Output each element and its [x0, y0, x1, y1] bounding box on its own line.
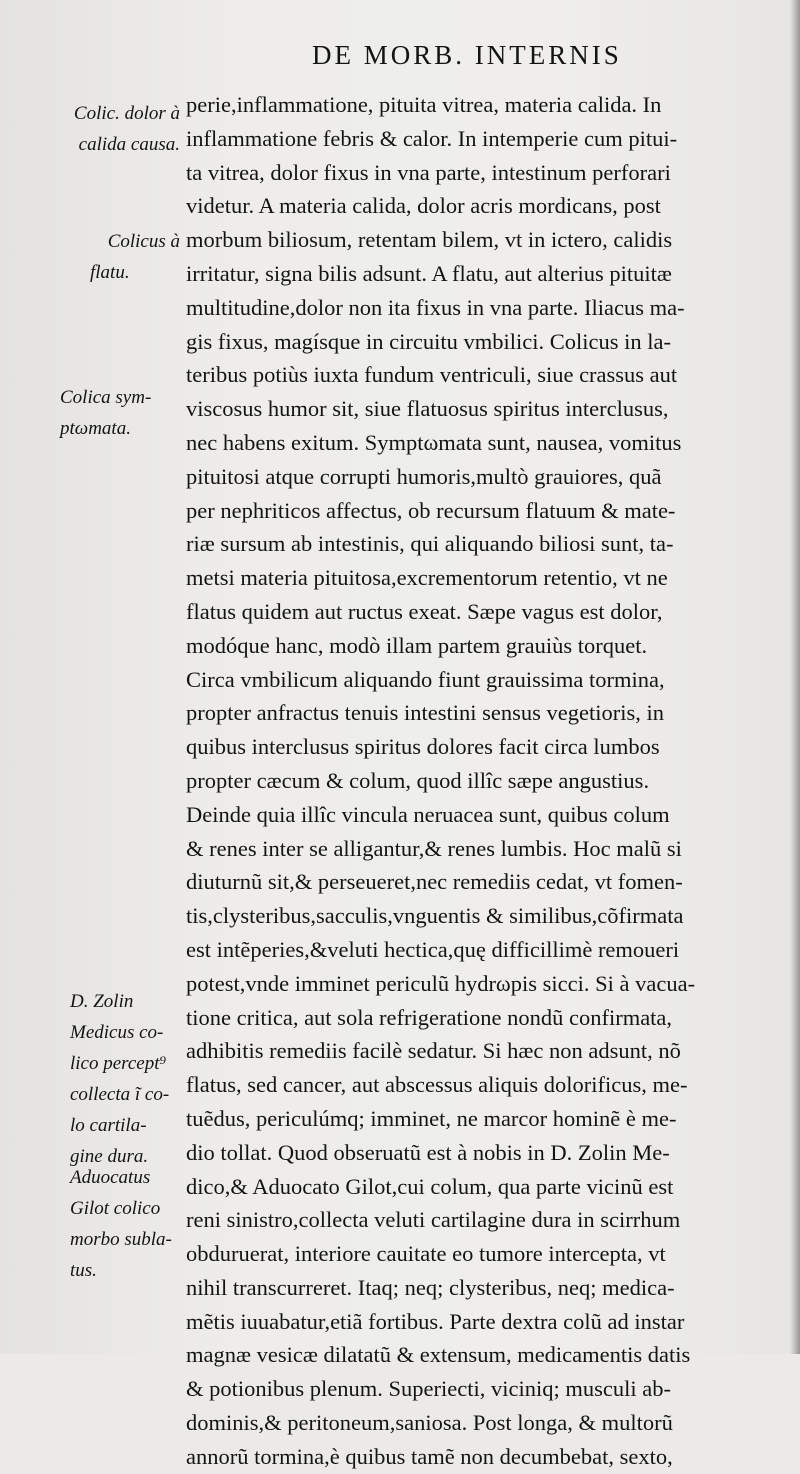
margin-note-line: gine dura.: [70, 1146, 149, 1167]
margin-note-zolin: [70, 986, 182, 1172]
text-line: nihil transcurreret. Itaq; neq; clysteribus, neq; medica-: [186, 1274, 675, 1300]
text-line: & renes inter se alligantur,& renes lumbis. Hoc malũ si: [186, 835, 682, 861]
text-line: propter anfractus tenuis intestini sensus vegetioris, in: [186, 700, 665, 726]
text-line: perie,inflammatione, pituita vitrea, materia calida. In: [186, 92, 662, 117]
text-line: diuturnũ sit,& perseueret,nec remediis cedat, vt fomen-: [186, 869, 683, 895]
text-line: & potionibus plenum. Superiecti, viciniq; musculi ab-: [186, 1376, 671, 1402]
text-line: propter cæcum & colum, quod illîc sæpe angustius.: [186, 767, 650, 793]
text-line: mẽtis iuuabatur,etiã fortibus. Parte dextra colũ ad instar: [186, 1308, 685, 1334]
text-line: flatus quidem aut ructus exeat. Sæpe vagus est dolor,: [186, 598, 663, 624]
text-line: viscosus humor sit, siue flatuosus spiritus interclusus,: [186, 396, 669, 422]
running-head: DE MORB. INTERNIS: [312, 40, 622, 70]
text-line: obduruerat, interiore cauitate eo tumore intercepta, vt: [186, 1241, 666, 1267]
text-line: inflammatione febris & calor. In intemperie cum pitui-: [186, 125, 678, 151]
text-line: irritatur, signa bilis adsunt. A flatu, aut alterius pituitæ: [186, 260, 672, 286]
text-line: Circa vmbilicum aliquando fiunt grauissima tormina,: [186, 666, 665, 692]
margin-note-line: D. Zolin: [70, 991, 134, 1012]
text-line: flatus, sed cancer, aut abscessus aliquis dolorificus, me-: [186, 1072, 688, 1098]
margin-note-line: lico percept⁹: [70, 1053, 167, 1074]
text-line: metsi materia pituitosa,excrementorum retentio, vt ne: [186, 565, 668, 591]
margin-note-line: ptωmata.: [60, 418, 131, 439]
text-line: ta vitrea, dolor fixus in vna parte, intestinum perforari: [186, 159, 671, 185]
margin-note-gilot: [70, 1162, 182, 1286]
text-line: Deinde quia illîc vincula neruacea sunt, quibus colum: [186, 801, 670, 827]
margin-note-colica-symptomata: [60, 382, 180, 444]
margin-note-line: Colic. dolor à: [73, 103, 180, 124]
text-line: magnæ vesicæ dilatatũ & extensum, medicamentis datis: [186, 1342, 691, 1368]
margin-note-line: Gilot colico: [70, 1198, 161, 1219]
margin-note-line: tus.: [70, 1260, 97, 1281]
main-text-block: [186, 88, 786, 1474]
text-line: potest,vnde imminet periculũ hydrωpis sicci. Si à vacua-: [186, 970, 696, 996]
text-line: videtur. A materia calida, dolor acris mordicans, post: [186, 193, 661, 219]
text-line: annorũ tormina,è quibus tamẽ non decumbebat, sexto,: [186, 1443, 673, 1469]
text-line: per nephriticos affectus, ob recursum flatuum & mate-: [186, 497, 676, 523]
text-line: nec habens exitum. Symptωmata sunt, nausea, vomitus: [186, 429, 682, 455]
text-line: riæ sursum ab intestinis, qui aliquando biliosi sunt, ta-: [186, 531, 674, 557]
margin-note-line: lo cartila-: [70, 1115, 147, 1136]
margin-note-line: collecta ĩ co-: [70, 1084, 170, 1105]
text-line: multitudine,dolor non ita fixus in vna parte. Iliacus ma-: [186, 294, 685, 320]
text-line: tuẽdus, periculúmq; imminet, ne marcor hominẽ è me-: [186, 1105, 677, 1131]
margin-note-line: Aduocatus: [70, 1167, 151, 1188]
margin-note-line: flatu.: [90, 262, 130, 283]
text-line: dominis,& peritoneum,saniosa. Post longa, & multorũ: [186, 1410, 673, 1436]
text-line: tis,clysteribus,sacculis,vnguentis & similibus,cõfirmata: [186, 903, 684, 929]
margin-note-line: Medicus co-: [70, 1022, 164, 1043]
margin-note-colic-calida: [22, 98, 180, 160]
text-line: quibus interclusus spiritus dolores facit circa lumbos: [186, 734, 660, 760]
text-line: pituitosi atque corrupti humoris,multò grauiores, quã: [186, 463, 662, 489]
text-line: reni sinistro,collecta veluti cartilagine dura in scirrhum: [186, 1207, 681, 1233]
text-line: teribus potiùs iuxta fundum ventriculi, siue crassus aut: [186, 362, 678, 388]
text-line: adhibitis remediis facilè sedatur. Si hæc non adsunt, nõ: [186, 1038, 681, 1064]
text-line: dico,& Aduocato Gilot,cui colum, qua parte vicinũ est: [186, 1173, 674, 1199]
margin-note-line: Colica sym-: [60, 387, 152, 408]
text-line: tione critica, aut sola refrigeratione nondũ confirmata,: [186, 1004, 673, 1030]
text-line: modóque hanc, modò illam partem grauiùs torquet.: [186, 632, 648, 658]
text-line: est intẽperies,&veluti hectica,quę difficillimè remoueri: [186, 936, 680, 962]
page-edge-shadow: [790, 0, 800, 1354]
text-line: morbum biliosum, retentam bilem, vt in ictero, calidis: [186, 227, 673, 253]
text-line: dio tollat. Quod obseruatũ est à nobis in D. Zolin Me-: [186, 1139, 670, 1165]
margin-note-line: morbo subla-: [70, 1229, 172, 1250]
margin-note-line: Colicus à: [107, 231, 180, 252]
margin-note-colicus-flatu: [22, 226, 180, 288]
text-line: gis fixus, magísque in circuitu vmbilici. Colicus in la-: [186, 328, 671, 354]
margin-note-line: calida causa.: [78, 134, 180, 155]
